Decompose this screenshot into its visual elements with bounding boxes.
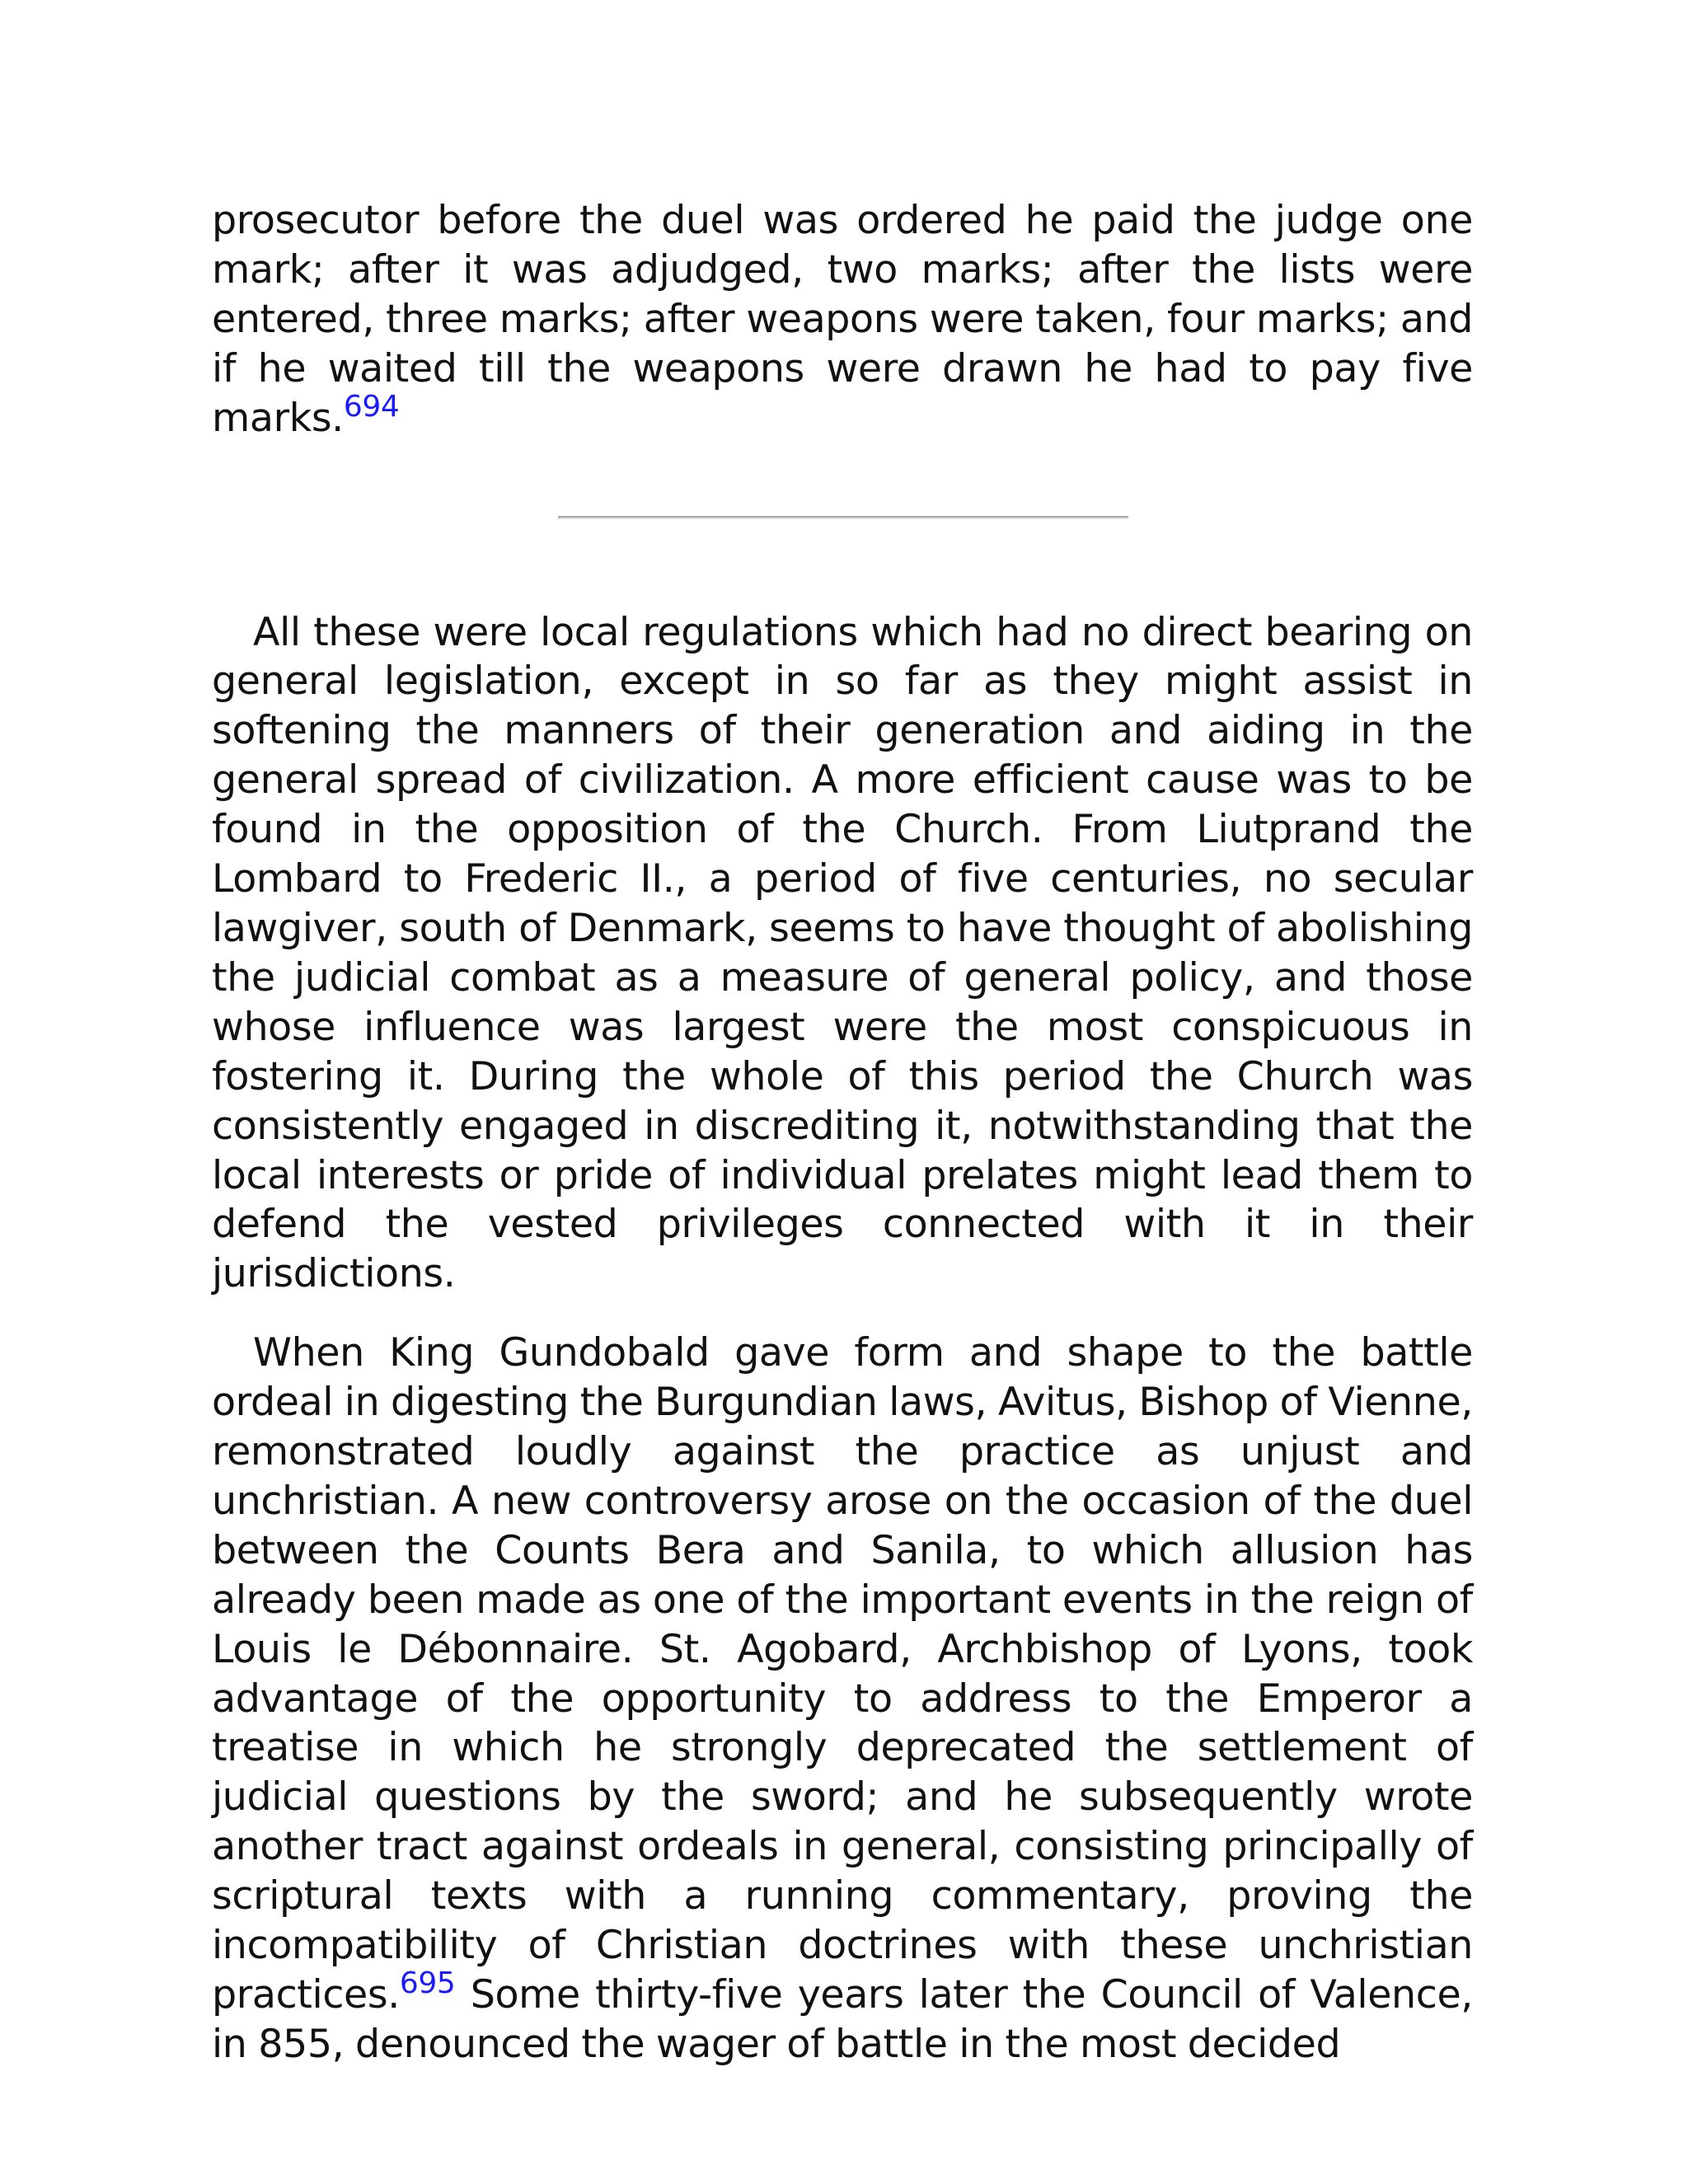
- spacer: [212, 1299, 1473, 1329]
- paragraph-continued: [212, 196, 1473, 443]
- document-page: [212, 196, 1473, 2069]
- paragraph-text: prosecutor before the duel was ordered he paid the judge one mark; after it was adjudged, two marks; after the lists were entered, three marks; after weapons were taken, four marks; and if he waited till the weapons were drawn he had to pay five marks.: [212, 198, 1473, 441]
- footnote-link-694[interactable]: 694: [343, 389, 400, 424]
- footnote-link-695[interactable]: 695: [399, 1966, 456, 2000]
- paragraph-church-opposition: [212, 608, 1473, 1300]
- paragraph-text: Some thirty-five years later the Council of Valence, in 855, denounced the wager of battle in the most decided: [212, 1972, 1473, 2067]
- spacer: [212, 519, 1473, 608]
- paragraph-text: When King Gundobald gave form and shape to the battle ordeal in digesting the Burgundian laws, Avitus, Bishop of Vienne, remonstrated loudly against the practice as unjust and unchristian. A new controversy arose on the occasion of the duel between the Counts Bera and Sanila, to which allusion has already been made as one of the important events in the reign of Louis le Débonnaire. St. Agobard, Archbishop of Lyons, took advantage of the opportunity to address to the Emperor a treatise in which he strongly deprecated the settlement of judicial questions by the sword; and he subsequently wrote another tract against ordeals in general, consisting principally of scriptural texts with a running commentary, proving the incompatibility of Christian doctrines with these unchristian practices.: [212, 1330, 1473, 2018]
- section-divider: [558, 516, 1128, 519]
- paragraph-gundobald: [212, 1329, 1473, 2069]
- paragraph-text: All these were local regulations which had no direct bearing on general legislation, except in so far as they might assist in softening the manners of their generation and aiding in the general spread of civilization. A more efficient cause was to be found in the opposition of the Church. From Liutprand the Lombard to Frederic II., a period of five centuries, no secular lawgiver, south of Denmark, seems to have thought of abolishing the judicial combat as a measure of general policy, and those whose influence was largest were the most conspicuous in fostering it. During the whole of this period the Church was consistently engaged in discrediting it, notwithstanding that the local interests or pride of individual prelates might lead them to defend the vested privileges connected with it in their jurisdictions.: [212, 609, 1473, 1297]
